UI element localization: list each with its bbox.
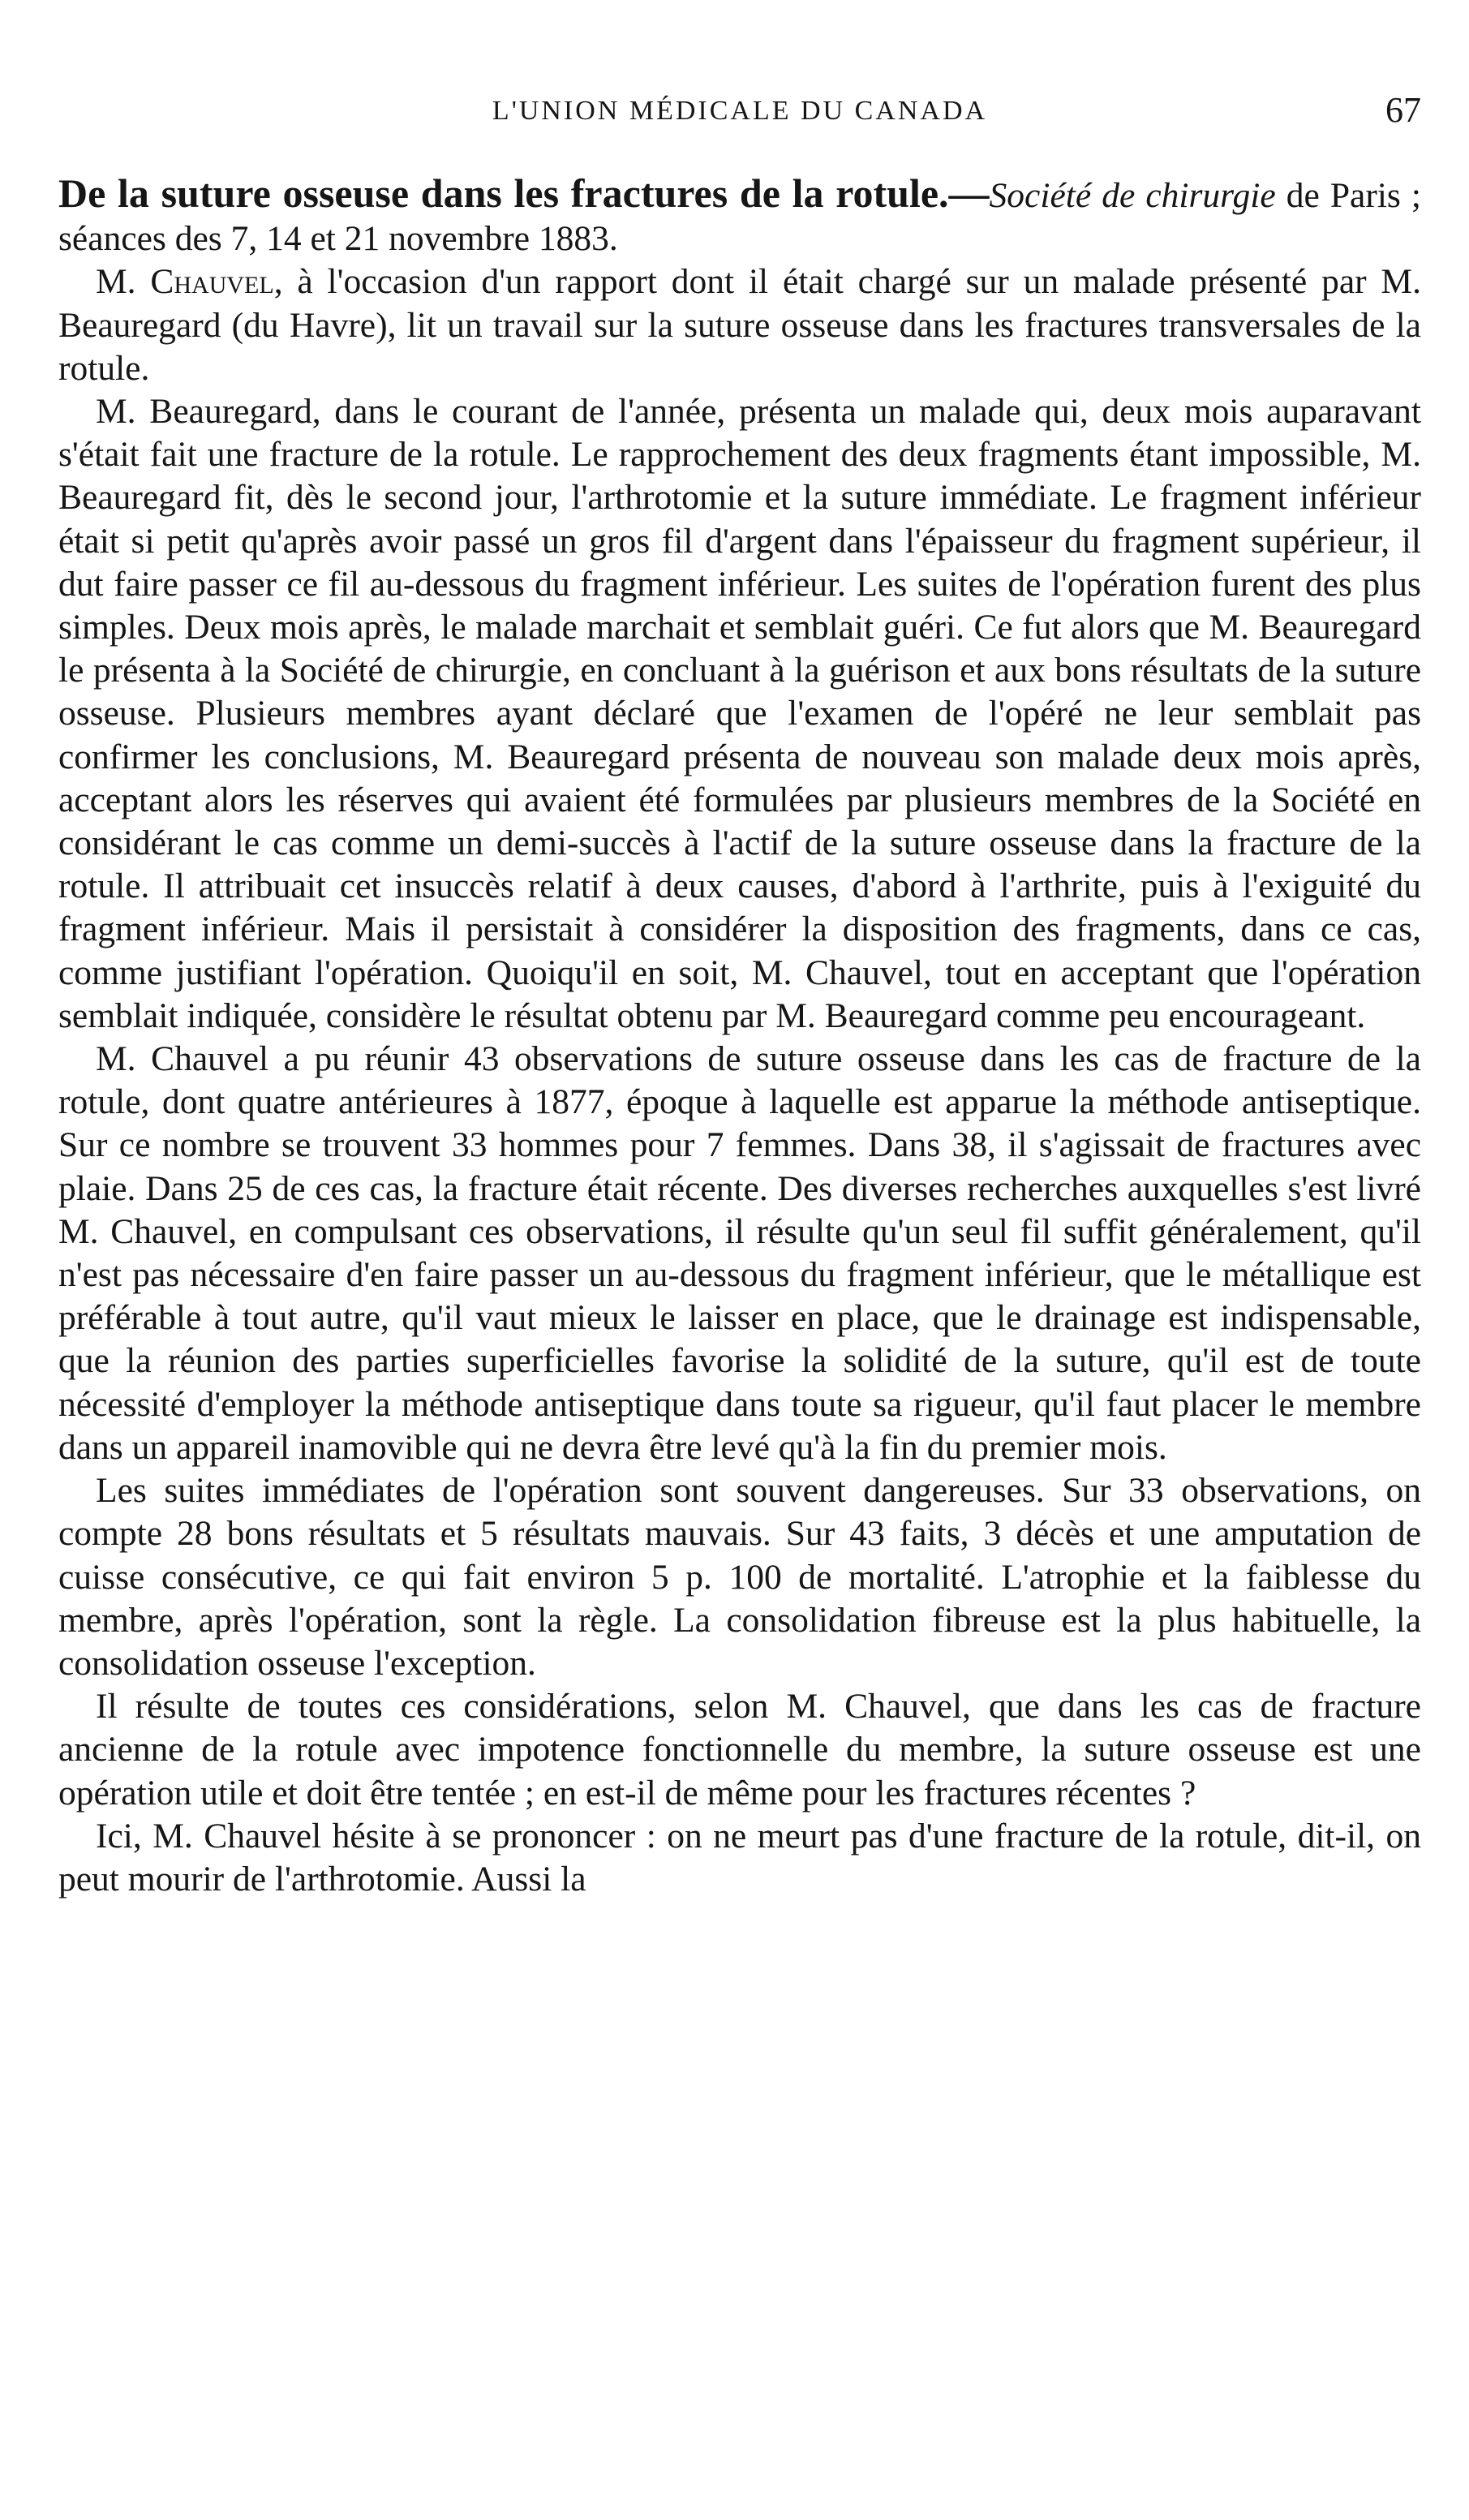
article-heading-paragraph — [58, 172, 1421, 260]
paragraph: Les suites immédiates de l'opération sont souvent dangereuses. Sur 33 observations, on compte 28 bons résultats et 5 résultats mauvais. Sur 43 faits, 3 décès et une amputation de cuisse consécutive, ce qui fait environ 5 p. 100 de mortalité. L'atrophie et la faiblesse du membre, après l'opération, sont la règle. La consolidation fibreuse est la plus habituelle, la consolidation osseuse l'exception. — [58, 1471, 1421, 1683]
society-name: Société de chirurgie — [989, 176, 1276, 215]
document-page — [58, 89, 1421, 2491]
running-header — [58, 89, 1421, 146]
page-number: 67 — [1385, 90, 1421, 130]
author-name: M. Chauvel — [96, 262, 274, 302]
paragraph — [58, 260, 1421, 390]
paragraph: Il résulte de toutes ces considérations, selon M. Chauvel, que dans les cas de fracture ancienne de la rotule avec impotence fonctionnelle du membre, la suture osseuse est une opération utile et doit être tentée ; en est-il de même pour les fractures récentes ? — [58, 1687, 1421, 1813]
session-dates: de Paris ; séances des 7, 14 et 21 novembre 1883. — [58, 176, 1422, 259]
paragraph: M. Chauvel a pu réunir 43 observations de suture osseuse dans les cas de fracture de la rotule, dont quatre antérieures à 1877, époque à laquelle est apparue la méthode antiseptique. Sur ce nombre se trouvent 33 hommes pour 7 femmes. Dans 38, il s'agissait de fractures avec plaie. Dans 25 de ces cas, la fracture était récente. Des diverses recherches auxquelles s'est livré M. Chauvel, en compulsant ces observations, il résulte qu'un seul fil suffit généralement, qu'il n'est pas nécessaire d'en faire passer un au-dessous du fragment inférieur, que le métallique est préférable à tout autre, qu'il vaut mieux le laisser en place, que le drainage est indispensable, que la réunion des parties superficielles favorise la solidité de la suture, qu'il est de toute nécessité d'employer la méthode antiseptique dans toute sa rigueur, qu'il faut placer le membre dans un appareil inamovible qui ne devra être levé qu'à la fin du premier mois. — [58, 1039, 1421, 1467]
article-title: De la suture osseuse dans les fractures de la rotule.— — [58, 170, 990, 216]
paragraph: M. Beauregard, dans le courant de l'année, présenta un malade qui, deux mois auparavant s'était fait une fracture de la rotule. Le rapprochement des deux fragments étant impossible, M. Beauregard fit, dès le second jour, l'arthrotomie et la suture immédiate. Le fragment inférieur était si petit qu'après avoir passé un gros fil d'argent dans l'épaisseur du fragment supérieur, il dut faire passer ce fil au-dessous du fragment inférieur. Les suites de l'opération furent des plus simples. Deux mois après, le malade marchait et semblait guéri. Ce fut alors que M. Beauregard le présenta à la Société de chirurgie, en concluant à la guérison et aux bons résultats de la suture osseuse. Plusieurs membres ayant déclaré que l'examen de l'opéré ne leur semblait pas confirmer les conclusions, M. Beauregard présenta de nouveau son malade deux mois après, acceptant alors les réserves qui avaient été formulées par plusieurs membres de la Société en considérant le cas comme un demi-succès à l'actif de la suture osseuse dans la fracture de la rotule. Il attribuait cet insuccès relatif à deux causes, d'abord à l'arthrite, puis à l'exiguité du fragment inférieur. Mais il persistait à considérer la disposition des fragments, dans ce cas, comme justifiant l'opération. Quoiqu'il en soit, M. Chauvel, tout en acceptant que l'opération semblait indiquée, considère le résultat obtenu par M. Beauregard comme peu encourageant. — [58, 392, 1421, 1035]
paragraph: Ici, M. Chauvel hésite à se prononcer : on ne meurt pas d'une fracture de la rotule, dit-il, on peut mourir de l'arthrotomie. Aussi la — [58, 1816, 1421, 1899]
paragraph-text: , à l'occasion d'un rapport dont il était chargé sur un malade présenté par M. Beauregard (du Havre), lit un travail sur la suture osseuse dans les fractures transversales de la rotule. — [58, 262, 1421, 388]
running-title: L'UNION MÉDICALE DU CANADA — [492, 96, 988, 126]
article-body — [58, 172, 1421, 1901]
